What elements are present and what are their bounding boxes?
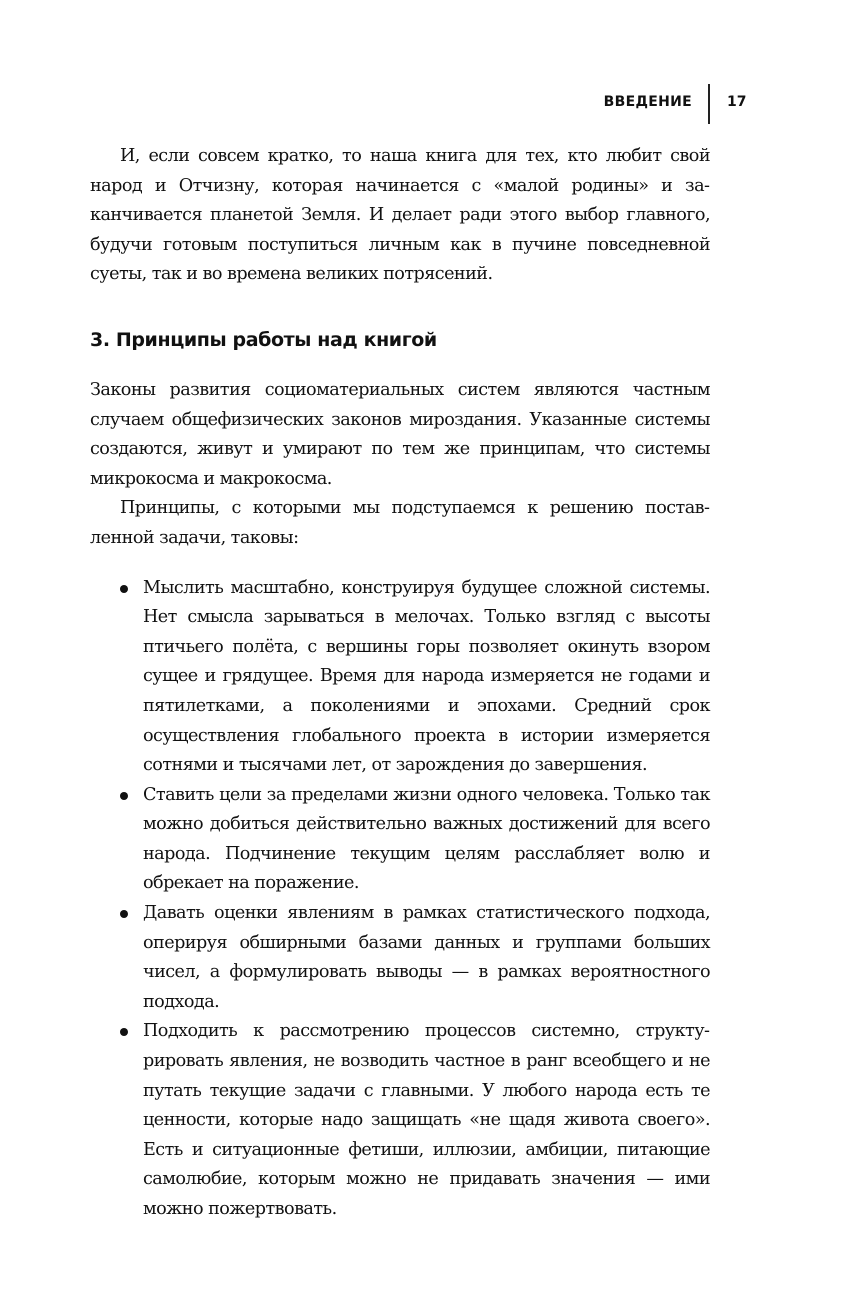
page-number: 17	[727, 94, 747, 110]
bullet-icon	[120, 1028, 128, 1036]
list-item-text: Подходить к рассмотрению процессов системно, структурировать явления, не возводить частное в ранг всеобщего и не путать текущие задачи с главными. У любого народа есть те ценности, которые надо защищать «не щадя живота своего». Есть и ситуационные фетиши, иллюзии, амбиции, питающие самолюбие, которым можно не придавать значения — ими можно пожертвовать.	[143, 1021, 710, 1219]
running-head-divider	[708, 84, 710, 124]
list-item	[90, 1017, 710, 1224]
list-item	[90, 781, 710, 899]
intro-paragraph: И, если совсем кратко, то наша книга для тех, кто любит свой народ и Отчизну, которая начинается с «малой родины» и заканчивается планетой Земля. И делает ради этого выбор главного, будучи готовым поступиться личным как в пучине повседневной суеты, так и во времена великих потрясений.	[90, 146, 710, 285]
list-item	[90, 899, 710, 1017]
page-body	[90, 142, 710, 1225]
section-heading: 3. Принципы работы над книгой	[90, 328, 437, 351]
running-head	[560, 84, 760, 128]
list-item	[90, 574, 710, 781]
principles-list	[90, 574, 710, 1225]
bullet-icon	[120, 910, 128, 918]
body-paragraph: Принципы, с которыми мы подступаемся к решению поставленной задачи, таковы:	[90, 498, 710, 548]
list-item-text: Мыслить масштабно, конструируя будущее сложной системы. Нет смысла зарываться в мелочах. Только взгляд с высоты птичьего полёта, с вершины горы позволяет окинуть взором сущее и грядущее. Время для народа измеряется не годами и пятилетками, а поколениями и эпохами. Средний срок осуществления глобального проекта в истории измеряется сотнями и тысячами лет, от зарождения до завершения.	[143, 577, 710, 776]
bullet-icon	[120, 792, 128, 800]
list-item-text: Давать оценки явлениям в рамках статистического подхода, оперируя обширными базами данных и группами больших чисел, а формулировать выводы — в рамках вероятностного подхода.	[143, 903, 710, 1012]
running-head-section-title: ВВЕДЕНИЕ	[603, 94, 692, 110]
bullet-icon	[120, 585, 128, 593]
list-item-text: Ставить цели за пределами жизни одного человека. Только так можно добиться действительно важных достижений для всего народа. Подчинение текущим целям расслабляет волю и обрекает на поражение.	[143, 784, 710, 894]
body-paragraph: Законы развития социоматериальных систем являются частным случаем общефизических законов мироздания. Указанные системы создаются, живут и умирают по тем же принципам, что системы микрокосма и макрокосма.	[90, 379, 710, 489]
